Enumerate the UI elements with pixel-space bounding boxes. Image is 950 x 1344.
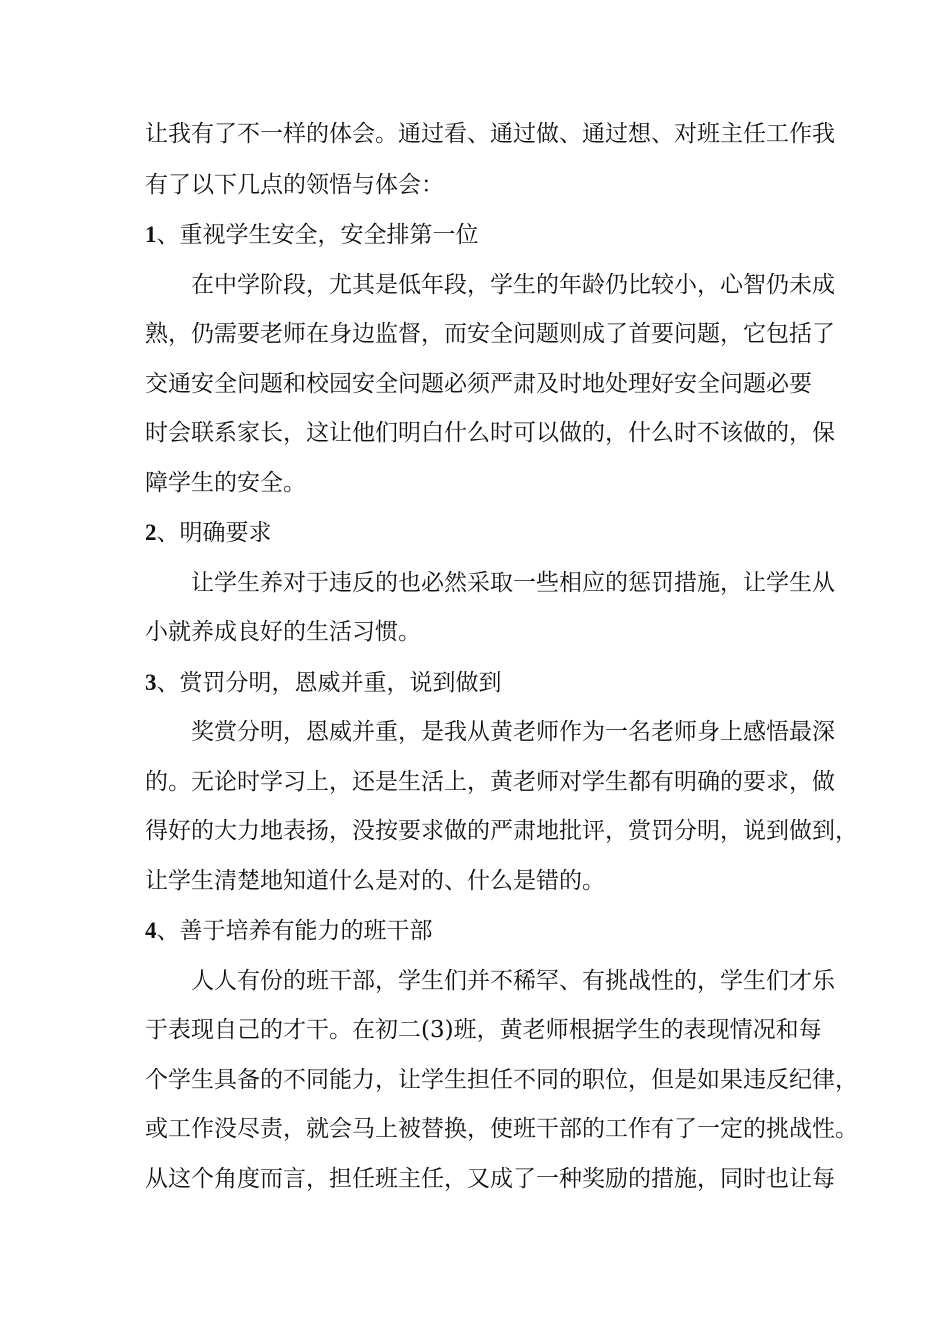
section-heading-text: 、重视学生安全，安全排第一位 [156,222,479,248]
body-text-line: 有了以下几点的领悟与体会： [145,172,444,198]
body-text-line: 让学生清楚地知道什么是对的、什么是错的。 [145,868,605,894]
body-text-line: 交通安全问题和校园安全问题必须严肃及时地处理好安全问题必要 [145,371,812,397]
body-text-line: 个学生具备的不同能力，让学生担任不同的职位，但是如果违反纪律， [145,1067,858,1093]
body-text-line: 小就养成良好的生活习惯。 [145,619,421,645]
section-heading-text: 、明确要求 [156,520,272,546]
section-heading [145,220,811,250]
body-text-line: 在中学阶段，尤其是低年段，学生的年龄仍比较小，心智仍未成 [191,272,835,298]
body-text-line: 时会联系家长，这让他们明白什么时可以做的，什么时不该做的，保 [145,420,835,446]
section-heading [145,668,811,698]
body-text-line: 奖赏分明，恩威并重，是我从黄老师作为一名老师身上感悟最深 [191,719,835,745]
body-text-line: 人人有份的班干部，学生们并不稀罕、有挑战性的，学生们才乐 [191,968,835,994]
body-text-line: 于表现自己的才干。在初二(3)班，黄老师根据学生的表现情况和每 [145,1017,822,1043]
body-text-line: 障学生的安全。 [145,470,306,496]
body-text-line: 的。无论时学习上，还是生活上，黄老师对学生都有明确的要求，做 [145,769,835,795]
body-text-line: 让我有了不一样的体会。通过看、通过做、通过想、对班主任工作我 [145,121,835,147]
section-number: 1 [145,222,157,247]
section-number: 2 [145,520,157,545]
body-text-line: 或工作没尽责，就会马上被替换，使班干部的工作有了一定的挑战性。 [145,1116,858,1142]
section-heading [145,518,811,548]
section-heading-text: 、赏罚分明，恩威并重，说到做到 [156,670,502,696]
body-text-line: 得好的大力地表扬，没按要求做的严肃地批评，赏罚分明，说到做到， [145,818,858,844]
body-text-line: 从这个角度而言，担任班主任，又成了一种奖励的措施，同时也让每 [145,1166,835,1192]
section-heading [145,916,811,946]
section-heading-text: 、善于培养有能力的班干部 [156,918,433,944]
section-number: 3 [145,670,157,695]
section-number: 4 [145,918,157,943]
body-text-line: 让学生养对于违反的也必然采取一些相应的惩罚措施，让学生从 [191,570,835,596]
body-text-line: 熟，仍需要老师在身边监督，而安全问题则成了首要问题，它包括了 [145,321,835,347]
